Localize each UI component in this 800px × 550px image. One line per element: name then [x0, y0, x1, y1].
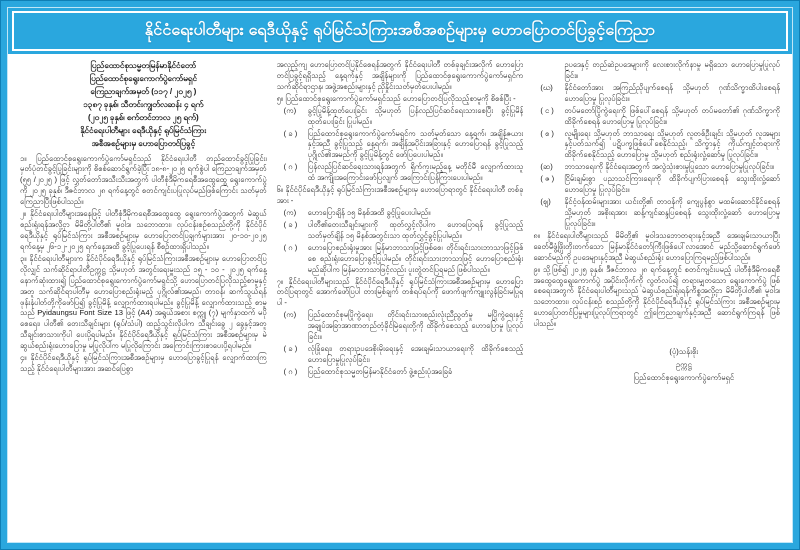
text-column-1: [20, 60, 267, 534]
list-item: [277, 129, 524, 162]
list-item-label: (က): [283, 105, 297, 115]
list-item-label: (က): [283, 310, 297, 320]
paragraph: ၃။ နိုင်ငံရေးပါတီများက နိုင်ငံပိုင်ရေဒီယိုနှင့် ရုပ်မြင်သံကြားအစီအစဉ်များမှ ဟောပြောတင်ပြလိုလျှင် သက်ဆိုင်ရာပါတီဥက္ကဋ္ဌ သို့မဟုတ် အတွင်းရေးမှူးသည် ၁၅ - ၁၀ - ၂၀၂၅ ရက်နေ့ နောက်ဆုံးထား၍ ပြည်ထောင်စုရွေးကောက်ပွဲကော်မရှင်သို့ ဟောပြောတင်ပြလိုသည့်စာမူနှင့်အတူ သက်ဆိုင်ရာပါတီမှ ဟောပြောစည်းရုံးမည့် ပုဂ္ဂိုလ်၏အမည်၊ တာဝန်၊ ဆက်သွယ်ရန် ဖုန်းနံပါတ်တို့ကိုဖော်ပြ၍ ခွင့်ပြုမိန့် လျှောက်ထားရပါမည်။ ခွင့်ပြုမိန့် လျှောက်ထားသည့် စာမူသည် Pyidaungsu Font Size 13 ဖြင့် (A4) အရွယ်အစား စက္ကူ (၇) မျက်နှာထက် မပိုစေရေး၊ ပါတီ၏ တေးသီချင်းများ (ရုပ်/သံပါ) ထည့်သွင်းလိုပါက သီချင်းခွေ ၂ ခွေနှင့်အတူ သီချင်းစာသားကိုပါ ပေးပို့ရပါမည်။ နိုင်ငံပိုင်ရေဒီယိုနှင့် ရုပ်မြင်သံကြား အစီအစဉ်များမှ မဲဆွယ်စည်းရုံးဟောပြောမှု မပြုလိုပါက မပြုလိုကြောင်း အကြောင်းကြားစာပေးပို့ရပါမည်။: [20, 253, 267, 351]
list-item-label: (ဃ): [540, 82, 553, 92]
heading-line: နိုင်ငံရေးပါတီများ ရေဒီယိုနှင့် ရုပ်မြင်သံကြား: [80, 125, 207, 135]
list-item-text: ခွင့်ပြုမိန့်ထုတ်ပေးခြင်း သို့မဟုတ် ပြန်လည်ပြင်ဆင်ရေးသားစေပြီး ခွင့်ပြုမိန့် ထုတ်ပေးခြင်း ပြုပါမည်။: [307, 105, 524, 126]
list-item-label: ( ဂ ): [283, 366, 298, 376]
list-item: [533, 106, 780, 128]
text-column-3: [533, 60, 780, 534]
list-item: [533, 197, 780, 230]
list-item: [533, 129, 780, 162]
list-item-label: ( ခ ): [283, 344, 298, 354]
list-item-text: ပြန်လည်ပြင်ဆင်ရေးသားရန်အတွက် ရိုက်ကူးမည့်နေ့ မတိုင်မီ လျှောက်ထားသူထံ အကျိုးအကြောင်းဖော်ပြလျက် အကြောင်းပြန်ကြားပေးပါမည်။: [307, 162, 524, 183]
list-item-text: ပြည်ထောင်စုရွေးကောက်ပွဲကော်မရှင်က သတ်မှတ်သော နေ့ရက်၊ အချိန်ဇယားနှင့်အညီ ခွင့်ပြုသည့် နေ့ရက်၊ အချိန်အပိုင်းအခြားနှင့် ဟောပြောရန် ခွင့်ပြုသည့် ပုဂ္ဂိုလ်၏အမည်ကို ခွင့်ပြုမိန့်တွင် ဖော်ပြပေးပါမည်။: [307, 128, 524, 160]
list-item-label: (ဆ): [540, 162, 553, 172]
list-item-text: တပ်မတော်ပြိုကွဲရေးကို ဖြစ်ပေါ်စေရန် သို့မဟုတ် တပ်မတော်၏ ဂုဏ်သိက္ခာကို ထိခိုက်စေရန် ဟောပြောမှု ပြုလုပ်ခြင်း။: [564, 105, 781, 126]
paragraph: ၈။ နိုင်ငံရေးပါတီများသည် မိမိတို့၏ မူဝါဒသဘောတရားနှင့်အညီ အေးချမ်းသာယာပြီး ခေတ်မီဖွံ့ဖြိုးတိုးတက်သော မြန်မာနိုင်ငံတော်ကြီးဖြစ်ပေါ်လာအောင် မည်သို့ဆောင်ရွက်ဖော်ဆောင်မည်ကို ဥပဒေများနှင့်အညီ မဲဆွယ်စည်းရုံး ဟောပြောကြရမည်ဖြစ်ပါသည်။: [533, 230, 781, 262]
list-item: [533, 60, 780, 82]
signature-line: ပြည်ထောင်စုရွေးကောက်ပွဲကော်မရှင်: [633, 372, 735, 382]
signature-line: (ပုံ)သန်းစိုး: [669, 347, 699, 357]
list-item-text: နိုင်ငံ့ဝန်ထမ်းများအား ယင်းတို့၏ တာဝန်ကို ကျေပွန်စွာ မထမ်းဆောင်နိုင်စေရန် သို့မဟုတ် အစိုးရအား ဆန့်ကျင်ဆန္ဒပြစေရန် သွေးထိုးလှုံ့ဆော် ဟောပြောမှု ပြုလုပ်ခြင်း။: [564, 197, 781, 228]
list-item-label: ( စ ): [540, 128, 554, 138]
list-item-label: ( ဇ ): [540, 174, 555, 184]
list-item-text: လုံခြုံရေး၊ တရားဥပဒေစိုးမိုးရေးနှင့် အေးချမ်းသာယာရေးကို ထိခိုက်စေသည့် ဟောပြောမှုပြုလုပ်ခြင်း၊: [307, 344, 524, 364]
list-item-label: ( ခ ): [283, 219, 298, 229]
heading-line: ၁၃၈၇ ခုနှစ်၊ သီတင်းကျွတ်လဆန်း ၄ ရက်: [83, 99, 204, 109]
list-item-text: ဥပဒေနှင့် တည်ဆဲဥပဒေများကို လေးစားလိုက်နာမှု မရှိသော ဟောပြောမှုပြုလုပ်ခြင်း။: [564, 60, 781, 80]
header-title-box: [12, 11, 788, 51]
list-item: [533, 83, 780, 105]
list-item-label: ( င ): [540, 105, 554, 115]
page-title: နိုင်ငံရေးပါတီများ ရေဒီယိုနှင့် ရုပ်မြင်သံကြားအစီအစဉ်များမှ ဟောပြောတင်ပြခွင့်ကြေညာ: [144, 22, 656, 39]
heading-line: ပြည်ထောင်စုသမ္မတမြန်မာနိုင်ငံတော်: [90, 61, 197, 70]
list-item: [277, 310, 524, 343]
paragraph: ၄။ နိုင်ငံပိုင်ရေဒီယိုနှင့် ရုပ်မြင်သံကြားအစီအစဉ်များမှ ဟောပြောခွင့်ပြုရန် လျှောက်ထားကြသည့် နိုင်ငံရေးပါတီများအား အဆင်ပြေစွာ: [20, 353, 267, 374]
heading-line: ကြေညာချက်အမှတ် (၁၁၇ / ၂၀၂၅ ): [90, 86, 197, 96]
list-item-text: ငြိမ်းချမ်းစွာ ပညာသင်ကြားရေးကို ထိခိုက်ပျက်ပြားစေရန် သွေးထိုးလှုံ့ဆော် ဟောပြောမှု ပြုလုပ်ခြင်း။: [564, 174, 781, 195]
signature-line: ဥက္ကဋ္ဌ: [675, 360, 692, 370]
header-band: [8, 8, 792, 54]
list-item-text: နိုင်ငံတော်အား အကြည်ညိုပျက်စေရန် သို့မဟုတ် ဂုဏ်သိက္ခာထိပါးစေရန် ဟောပြောမှု ပြုလုပ်ခြင်း။: [564, 82, 781, 103]
list-item: [277, 367, 524, 378]
list-item: [277, 220, 524, 242]
paragraph: ၉။ သို့ဖြစ်၍ ၂၀၂၅ ခုနှစ်၊ ဒီဇင်ဘာလ ၂၈ ရက်နေ့တွင် စတင်ကျင်းပမည့် ပါတီစုံဒီမိုကရေစီအထွေထွေရွေးကောက်ပွဲ အပိုင်းလိုက်ကို လွတ်လပ်၍ တရားမျှတသော ရွေးကောက်ပွဲ ဖြစ်စေရေးအတွက် နိုင်ငံရေးပါတီများသည် မဲဆွယ်စည်းရုံးရန်ကိစ္စအလို့ငှာ မိမိတို့ပါတီ၏ မူဝါဒ၊ သဘောထား၊ လုပ်ငန်းစဉ် စသည်တို့ကို နိုင်ငံပိုင်ရေဒီယိုနှင့် ရုပ်မြင်သံကြား အစီအစဉ်များမှ ဟောပြောတင်ပြမှုများပြုလုပ်ကြရာတွင် ဤကြေညာချက်နှင့်အညီ ဆောင်ရွက်ကြရန် ဖြစ်ပါသည်။: [533, 264, 781, 329]
list-item-label: ( ဂ ): [283, 242, 298, 252]
paragraph: ၇။ နိုင်ငံရေးပါတီများသည် နိုင်ငံပိုင်ရေဒီယိုနှင့် ရုပ်မြင်သံကြားအစီအစဉ်များမှ ဟောပြောတင်ပြရာတွင် အောက်ဖော်ပြပါ တားမြစ်ချက် တစ်ရပ်ရပ်ကို ဖောက်ဖျက်ကျူးလွန်ခြင်းမပြုရပါ -: [276, 276, 524, 308]
paragraph: ၂။ နိုင်ငံရေးပါတီများအနေဖြင့် ပါတီစုံဒီမိုကရေစီအထွေထွေ ရွေးကောက်ပွဲအတွက် မဲဆွယ်စည်းရုံးရန်အလို့ငှာ မိမိတို့ပါတီ၏ မူဝါဒ၊ သဘောထား၊ လုပ်ငန်းစဉ်စသည်တို့ကို နိုင်ငံပိုင်ရေဒီယိုနှင့် ရုပ်မြင်သံကြား အစီအစဉ်များမှ ဟောပြောတင်ပြချက်များအား ၂၀-၁၀-၂၀၂၅ ရက်နေ့မှ ၂၆-၁၂-၂၀၂၅ ရက်နေ့အထိ ခွင့်ပြုပေးရန် စီစဉ်ထားရှိပါသည်။: [20, 209, 267, 251]
document-body: [7, 7, 793, 543]
paragraph: အလှည့်ကျ ဟောပြောတင်ပြနိုင်စေရန်အတွက် နိုင်ငံရေးပါတီ တစ်ခုချင်းအလိုက် ဟောပြောတင်ပြခွင့်ရရှိသည့် နေ့ရက်နှင့် အချိန်များကို ပြည်ထောင်စုရွေးကောက်ပွဲကော်မရှင်က သက်ဆိုင်ရာဌာန၊ အဖွဲ့အစည်းများနှင့် ညှိနှိုင်းသတ်မှတ်ပေးပါမည်။: [276, 60, 524, 91]
document-content: [8, 54, 792, 542]
signature-block: [588, 346, 780, 385]
commission-heading: [20, 60, 267, 151]
paragraph: ၅။ ပြည်ထောင်စုရွေးကောက်ပွဲကော်မရှင်သည် ဟောပြောတင်ပြလိုသည့်စာမူကို စိစစ်ပြီး -: [276, 93, 516, 103]
list-item: [277, 106, 524, 128]
list-item-text: ဘာသာရေးကို နိုင်ငံရေးအတွက် အလွဲသုံးစားမှုပြုသော ဟောပြောမှုပြုလုပ်ခြင်း။: [564, 162, 774, 172]
list-item: [277, 344, 524, 366]
heading-line: (၂၀၂၅ ခုနှစ်၊ စက်တင်ဘာလ ၂၅ ရက်): [88, 112, 199, 122]
list-item-text: ဟောပြောချိန် ၁၅ မိနစ်အထိ ခွင့်ပြုပေးပါမည်။: [307, 207, 431, 217]
heading-line: ပြည်ထောင်စုရွေးကောက်ပွဲကော်မရှင်: [89, 73, 197, 83]
list-item-text: လူမျိုးရေး သို့မဟုတ် ဘာသာရေး သို့မဟုတ် လူတစ်ဦးချင်း သို့မဟုတ် လူအများနှင့်ပတ်သက်၍ ပဋိပက္ခဖြစ်ပေါ်စေနိုင်သည့်၊ သိက္ခာနှင့် ကိုယ်ကျင့်တရားကို ထိခိုက်စေနိုင်သည့် ဟောပြောမှု သို့မဟုတ် စည်းရုံးလှုံ့ဆော်မှု ပြုလုပ်ခြင်း။: [564, 128, 781, 160]
list-item: [533, 174, 780, 196]
list-item-text: ပါတီ၏တေးသီချင်းများကို ထုတ်လွှင့်လိုပါက ဟောပြောရန် ခွင့်ပြုသည့် သတ်မှတ်ချိန် ၁၅ မိနစ်အတွင်းသာ ထုတ်လွှင့်ခွင့်ပြုပါမည်။: [307, 219, 524, 240]
list-item-text: ပြည်ထောင်စုမပြိုကွဲရေး၊ တိုင်းရင်းသားစည်းလုံးညီညွတ်မှု မပြိုကွဲရေးနှင့် အချုပ်အခြာအာဏာတည်တံ့ခိုင်မြဲရေးတို့ကို ထိခိုက်စေသည့် ဟောပြောမှု ပြုလုပ်ခြင်း။: [307, 310, 524, 342]
list-item-label: ( ခ ): [283, 128, 298, 138]
list-item-label: [540, 60, 564, 82]
list-item-text: ပြည်ထောင်စုသမ္မတမြန်မာနိုင်ငံတော် ဖွဲ့စည်းပုံအခြေခံ: [307, 366, 453, 376]
list-item: [277, 208, 524, 219]
list-item: [277, 162, 524, 184]
paragraph: ၁။ ပြည်ထောင်စုရွေးကောက်ပွဲကော်မရှင်သည် နိုင်ငံရေးပါတီ တည်ထောင်ခွင့်ပြုခြင်း၊ မှတ်ပုံတင်ခွင့်ပြုခြင်းများကို စိစစ်ဆောင်ရွက်ခဲ့ပြီး ၁၈-၈-၂၀၂၅ ရက်စွဲပါ ကြေညာချက်အမှတ် (၅၅ /၂၀၂၅ ) ဖြင့် လွှတ်တော်အသီးသီးအတွက် ပါတီစုံဒီမိုကရေစီအထွေထွေ ရွေးကောက်ပွဲကို ၂၀၂၅ ခုနှစ်၊ ဒီဇင်ဘာလ ၂၈ ရက်နေ့တွင် စတင်ကျင်းပပြုလုပ်မည်ဖြစ်ကြောင်း သတ်မှတ်ကြေညာပြီးဖြစ်ပါသည်။: [20, 153, 267, 207]
list-item: [277, 243, 524, 276]
list-item-label: ( ဂ ): [283, 162, 298, 172]
heading-line: အစီအစဉ်များမှ ဟောပြောတင်ပြခွင့်: [91, 138, 196, 148]
list-item-text: ဟောပြောစည်းရုံးမှုအား မြန်မာဘာသာဖြင့်ဖြစ်စေ၊ တိုင်းရင်းသားဘာသာဖြင့်ဖြစ်စေ စည်းရုံးဟောပြောခွင့်ပြုပါမည်။ တိုင်းရင်းသားဘာသာဖြင့် ဟောပြောစည်းရုံးမည်ဆိုပါက မြန်မာဘာသာဖြင့်လည်း ပူးတွဲတင်ပြရမည် ဖြစ်ပါသည်။: [307, 242, 524, 274]
list-item: [533, 162, 780, 173]
paragraph: ၆။ နိုင်ငံပိုင်ရေဒီယိုနှင့် ရုပ်မြင်သံကြားအစီအစဉ်များမှ ဟောပြောရာတွင် နိုင်ငံရေးပါတီ တစ်ခုအား -: [276, 185, 524, 206]
text-column-2: [277, 60, 524, 534]
list-item-label: (ဈ): [540, 197, 551, 207]
list-item-label: (က): [283, 207, 297, 217]
